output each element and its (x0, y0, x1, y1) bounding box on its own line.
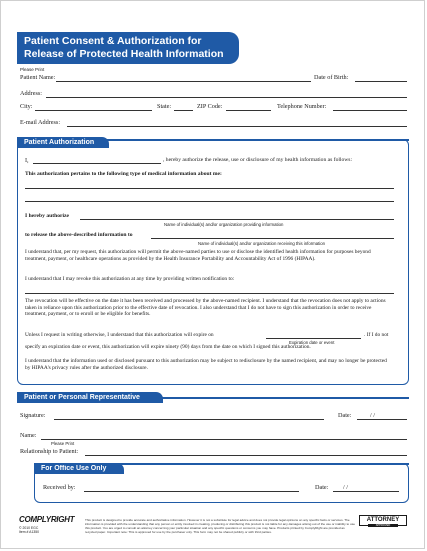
footer-item-number: Item # A1350 (19, 530, 39, 534)
relationship-field[interactable] (85, 455, 407, 456)
understand-paragraph: I understand that, per my request, this authorization will permit the above-named parties to use or disclose the identified health information for purposes beyond treatment, payment, or healthcare operations as provided by the Health Insurance Portability and Accountability Act of 1996 (HIPAA). (25, 249, 371, 262)
footer-meta (19, 526, 39, 534)
address-label: Address: (20, 90, 42, 97)
hereby-authorize-label: I hereby authorize (25, 213, 70, 219)
rep-name-label: Name: (20, 432, 37, 439)
office-date-label: Date: (315, 484, 329, 491)
expiration-field[interactable] (266, 338, 361, 339)
address-field[interactable] (46, 97, 407, 98)
attorney-approved-logo: ATTORNEY (359, 515, 407, 526)
i-label: I, (25, 157, 29, 164)
office-date-slashes: / / (343, 484, 348, 491)
rep-please-print: Please Print (51, 441, 75, 446)
signature-label: Signature: (20, 412, 46, 419)
recipient-sub-label: Name of individual(s) and/or organization receiving this information (198, 241, 326, 246)
phone-field[interactable] (333, 110, 407, 111)
footer-copyright: © 2010 EGC (19, 526, 39, 530)
city-field[interactable] (35, 110, 152, 111)
revoke-paragraph: I understand that I may revoke this authorization at any time by providing written notification to: (25, 276, 235, 282)
pertains-text: This authorization pertains to the following type of medical information about me: (25, 171, 222, 177)
patient-name-field[interactable] (56, 81, 311, 82)
phone-label: Telephone Number: (277, 103, 327, 110)
specify-paragraph: specify an expiration date or event, this authorization will expire ninety (90) days from the date on which I signed this authorization. (25, 344, 311, 350)
state-label: State: (157, 103, 172, 110)
title-line-1: Patient Consent & Authorization for (24, 35, 202, 47)
title-line-2: Release of Protected Health Information (24, 48, 224, 60)
received-by-label: Received by: (43, 484, 76, 491)
revocation-address-line[interactable] (25, 293, 394, 294)
relationship-label: Relationship to Patient: (20, 448, 79, 455)
office-date-field[interactable] (333, 491, 399, 492)
hereby-text: , hereby authorize the release, use or disclosure of my health information as follows: (163, 157, 353, 163)
dob-field[interactable] (355, 81, 407, 82)
effective-paragraph: The revocation will be effective on the date it has been received and processed by the above-named recipient. I understand that the revocation does not apply to actions taken in reliance upon this authorization prior to the effective date of revocation. I also understand that I do not have to sign this authorization in order to receive treatment, payment, or to enroll or be eligible for benefits. (25, 298, 386, 318)
zip-field[interactable] (226, 110, 271, 111)
provider-field[interactable] (80, 219, 394, 220)
release-to-label: to release the above-described information to (25, 232, 133, 238)
office-bar (34, 463, 409, 465)
representative-heading: Patient or Personal Representative (17, 392, 163, 403)
rep-date-label: Date: (338, 412, 352, 419)
patient-name-label: Patient Name: (20, 74, 56, 81)
redisclosure-paragraph: I understand that the information used or disclosed pursuant to this authorization may be subject to redisclosure by the named recipient, and may no longer be protected by HIPAA's privacy rules after the authorized disclosure. (25, 358, 387, 371)
state-field[interactable] (174, 110, 193, 111)
zip-label: ZIP Code: (197, 103, 223, 110)
received-by-field[interactable] (84, 491, 299, 492)
info-type-line-1[interactable] (25, 188, 394, 189)
if-not-text: . If I do not (364, 332, 389, 338)
rep-date-field[interactable] (357, 419, 407, 420)
signature-field[interactable] (54, 419, 324, 420)
form-title (17, 32, 239, 64)
patient-name-authorize-field[interactable] (33, 163, 161, 164)
office-heading: For Office Use Only (34, 463, 124, 474)
recipient-field[interactable] (151, 238, 394, 239)
attorney-approved-sub: APPROVED (368, 524, 398, 527)
unless-text: Unless I request in writing otherwise, I understand that this authorization will expire on (25, 332, 214, 338)
rep-date-slashes: / / (370, 412, 375, 419)
dob-label: Date of Birth: (314, 74, 349, 81)
info-type-line-2[interactable] (25, 201, 394, 202)
authorization-heading: Patient Authorization (17, 137, 109, 148)
expiration-sub-label: Expiration date or event (289, 340, 335, 345)
provider-sub-label: Name of individual(s) and/or organization providing information (164, 222, 284, 227)
please-print-note: Please Print (20, 67, 45, 72)
email-label: E-mail Address: (20, 119, 61, 126)
email-field[interactable] (67, 126, 407, 127)
rep-name-field[interactable] (41, 439, 407, 440)
city-label: City: (20, 103, 33, 110)
complyright-logo: COMPLYRIGHT (19, 515, 75, 524)
footer-disclaimer: This product is designed to provide accurate and authoritative information. However it is not a substitute for legal advice and does not provide legal opinions on any specific facts or services. The information is provided with the understanding that any person or entity involved in creating, producing or distributing this product is not liable for any damages arising out of the use or inability to use this product. You are urged to consult an attorney concerning your particular situation and any specific questions or concerns you may have. Products printed by ComplyRight are provided as recycled paper. Important note: This is approved for use by the purchaser only. This form may not be shared publicly or with third parties. (85, 518, 355, 534)
